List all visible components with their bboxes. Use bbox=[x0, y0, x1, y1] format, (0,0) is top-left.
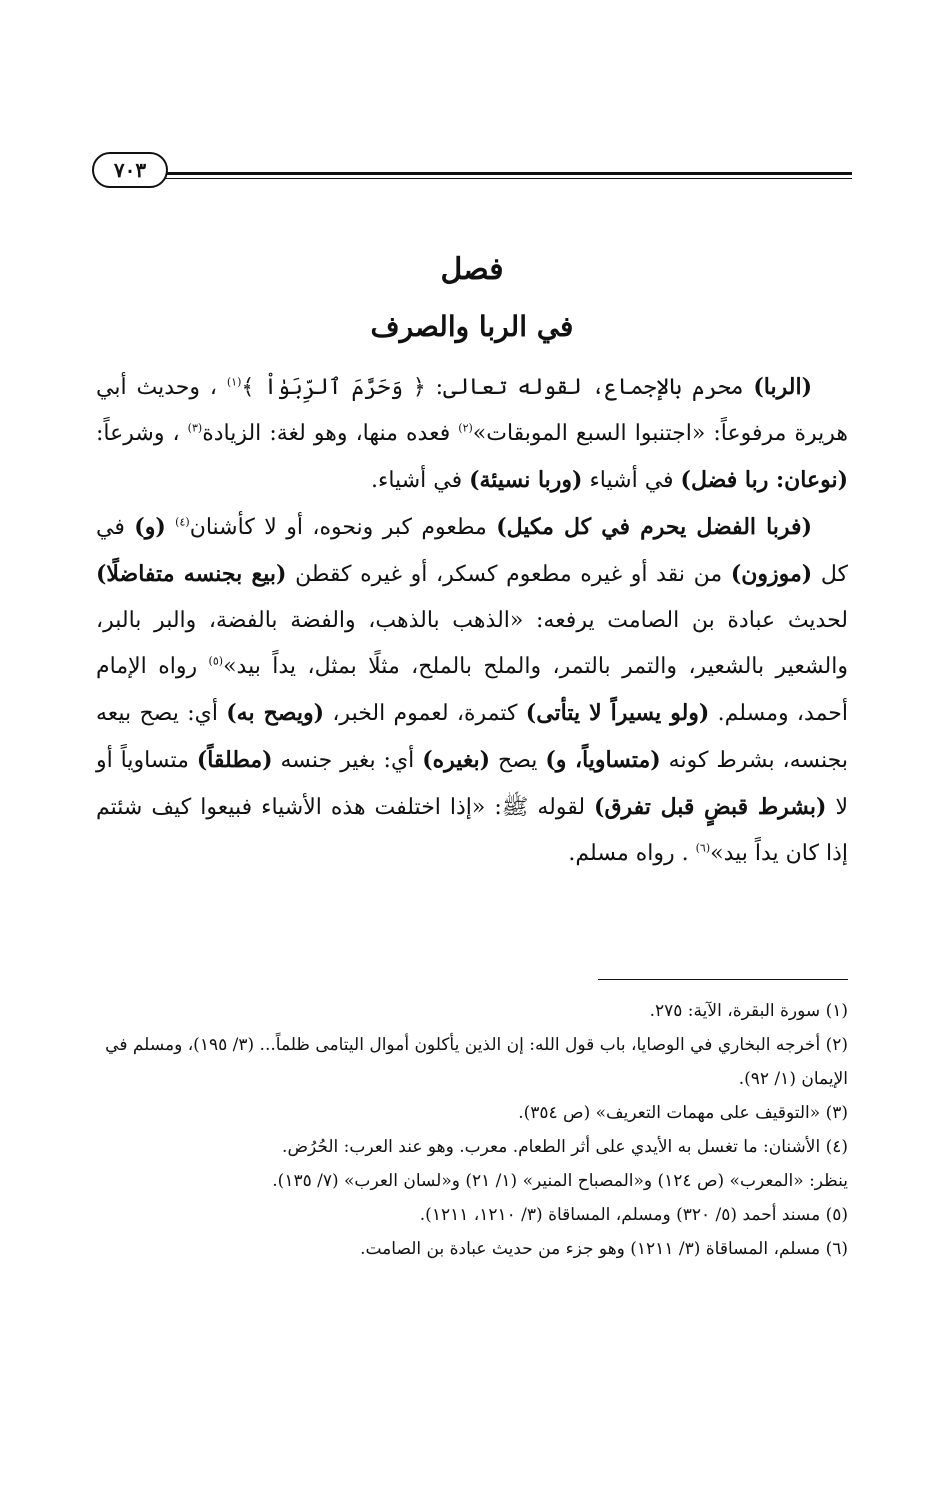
commentary-text: في أشياء. bbox=[371, 468, 470, 493]
page-header bbox=[92, 150, 852, 190]
commentary-text bbox=[166, 515, 175, 540]
footnote bbox=[96, 1232, 848, 1266]
footnote-number: (٦) bbox=[825, 1239, 848, 1259]
bold-matn-text: (بغيره) bbox=[422, 747, 491, 773]
section-title: فصل bbox=[440, 252, 504, 287]
footnote-reference: (٢) bbox=[458, 421, 473, 435]
bold-matn-text: (بشرط قبضٍ قبل تفرق) bbox=[594, 794, 827, 820]
commentary-text: في أشياء bbox=[582, 468, 681, 493]
commentary-text: ، وحديث أبي هريرة مرفوعاً: «اجتنبوا السبع الموبقات» bbox=[96, 375, 848, 446]
commentary-text: محرم بالإجماع، لقوله تعالى: ﴿ وَحَرَّمَ ٱلرِّبَوٰاْ ﴾ bbox=[241, 375, 754, 400]
commentary-text: متساوياً أو لا bbox=[96, 748, 849, 820]
footnote bbox=[96, 994, 848, 1028]
footnote-number: (٥) bbox=[825, 1205, 848, 1225]
bold-matn-text: (و) bbox=[134, 514, 166, 540]
header-rule-thin bbox=[162, 178, 852, 179]
commentary-text: فعده منها، وهو لغة: الزيادة bbox=[202, 421, 459, 446]
footnote-text: سورة البقرة، الآية: ٢٧٥. bbox=[649, 1001, 821, 1021]
page-number: ٧٠٣ bbox=[92, 152, 168, 188]
commentary-text: يصح bbox=[490, 748, 546, 773]
commentary-text: ، وشرعاً: bbox=[96, 421, 188, 446]
footnote-number: (٣) bbox=[825, 1103, 848, 1123]
footnote-reference: (٤) bbox=[175, 515, 190, 529]
commentary-text: أي: بغير جنسه bbox=[272, 748, 423, 773]
footnote-text: أخرجه البخاري في الوصايا، باب قول الله: إن الذين يأكلون أموال اليتامى ظلماً... (٣/ ١٩٥)، ومسلم في الإيمان (١/ ٩٢). bbox=[105, 1035, 848, 1089]
footnote-text: ينظر: «المعرب» (ص ١٢٤) و«المصباح المنير» (١/ ٢١) و«لسان العرب» (٧/ ١٣٥). bbox=[272, 1171, 848, 1191]
paragraph bbox=[96, 364, 848, 504]
header-rule bbox=[162, 172, 852, 175]
commentary-text: في كل bbox=[96, 515, 848, 587]
footnote-continuation bbox=[96, 1164, 848, 1198]
footnote-reference: (٣) bbox=[187, 421, 203, 435]
footnotes bbox=[96, 994, 848, 1266]
bold-matn-text: (ويصح به) bbox=[226, 700, 325, 726]
footnote bbox=[96, 1198, 848, 1232]
bold-matn-text: (فربا الفضل يحرم في كل مكيل) bbox=[496, 514, 812, 540]
bold-matn-text: (متساوياً، و) bbox=[545, 747, 661, 773]
commentary-text: . رواه مسلم. bbox=[568, 841, 696, 866]
commentary-text: أي: يصح بيعه بجنسه، بشرط كونه bbox=[96, 701, 849, 773]
footnote-separator bbox=[598, 979, 848, 980]
footnote-text: مسلم، المساقاة (٣/ ١٢١١) وهو جزء من حديث عبادة بن الصامت. bbox=[360, 1239, 821, 1259]
bold-matn-text: (مطلقاً) bbox=[196, 747, 273, 773]
footnote-number: (١) bbox=[825, 1001, 848, 1021]
footnote-number: (٤) bbox=[825, 1137, 848, 1157]
bold-matn-text: (نوعان: ربا فضل) bbox=[680, 467, 848, 493]
bold-matn-text: (ولو يسيراً لا يتأتى) bbox=[525, 700, 710, 726]
footnote bbox=[96, 1096, 848, 1130]
bold-matn-text: (موزون) bbox=[730, 561, 813, 587]
commentary-text: مطعوم كبر ونحوه، أو لا كأشنان bbox=[189, 515, 497, 540]
footnote bbox=[96, 1130, 848, 1164]
footnote-text: مسند أحمد (٥/ ٣٢٠) ومسلم، المساقاة (٣/ ١٢١٠، ١٢١١). bbox=[419, 1205, 821, 1225]
footnote-reference: (٥) bbox=[208, 654, 224, 668]
commentary-text: لحديث عبادة بن الصامت يرفعه: «الذهب بالذهب، والفضة بالفضة، والبر بالبر، والشعير بالشعير، والتمر بالتمر، والملح بالملح، مثلًا بمثل، يداً بيد» bbox=[96, 608, 848, 679]
section-subtitle: في الربا والصرف bbox=[370, 310, 574, 343]
footnote-text: الأشنان: ما تغسل به الأيدي على أثر الطعام. معرب. وهو عند العرب: الحُرُض. bbox=[282, 1137, 821, 1157]
footnote-reference: (٦) bbox=[695, 841, 711, 855]
footnote-number: (٢) bbox=[825, 1035, 848, 1055]
paragraph bbox=[96, 504, 848, 877]
footnote-reference: (١) bbox=[226, 375, 242, 389]
footnote bbox=[96, 1028, 848, 1096]
bold-matn-text: (بيع بجنسه متفاضلًا) bbox=[96, 561, 287, 587]
commentary-text: رواه الإمام أحمد، ومسلم. bbox=[96, 654, 848, 726]
bold-matn-text: (وربا نسيئة) bbox=[469, 467, 583, 493]
main-text bbox=[96, 364, 848, 877]
commentary-text: من نقد أو غيره مطعوم كسكر، أو غيره كقطن bbox=[286, 562, 731, 587]
commentary-text: كتمرة، لعموم الخبر، bbox=[324, 701, 526, 726]
footnote-text: «التوقيف على مهمات التعريف» (ص ٣٥٤). bbox=[518, 1103, 821, 1123]
bold-matn-text: (الربا) bbox=[753, 374, 812, 400]
commentary-text: لقوله ﷺ: «إذا اختلفت هذه الأشياء فبيعوا كيف شئتم إذا كان يداً بيد» bbox=[96, 795, 848, 866]
